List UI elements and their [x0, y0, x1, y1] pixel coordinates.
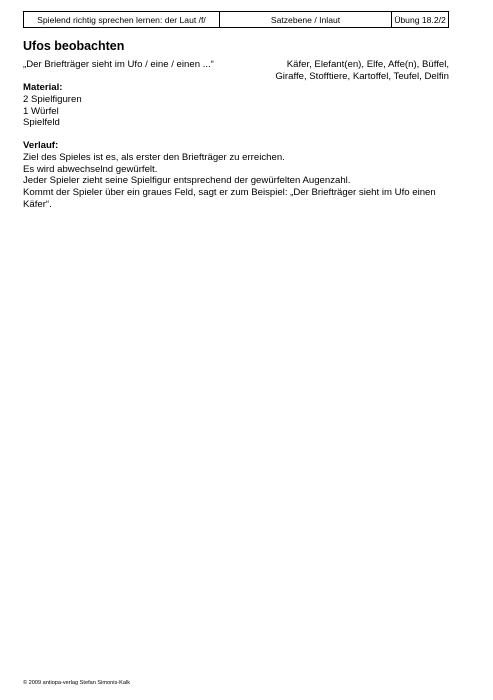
header-exercise-number: Übung 18.2/2 — [394, 14, 446, 25]
header-level: Satzebene / Inlaut — [220, 12, 392, 27]
page-title: Ufos beobachten — [23, 39, 125, 53]
verlauf-line: Kommt der Spieler über ein graues Feld, sagt er zum Beispiel: „Der Briefträger sieht im Ufo einen Käfer“. — [23, 187, 436, 210]
header-table — [23, 11, 449, 28]
target-sentence: „Der Briefträger sieht im Ufo / eine / einen ...“ — [23, 59, 214, 70]
verlauf-line: Es wird abwechselnd gewürfelt. — [23, 163, 158, 175]
material-item: 2 Spielfiguren — [23, 93, 82, 105]
material-item: Spielfeld — [23, 117, 60, 129]
material-item: 1 Würfel — [23, 105, 59, 117]
copyright-footer: © 2009 antiopa-verlag Stefan Simonis-Kalk — [23, 680, 131, 686]
word-list-line-2: Giraffe, Stofftiere, Kartoffel, Teufel, Delfin — [275, 71, 449, 82]
word-list-line-1: Käfer, Elefant(en), Elfe, Affe(n), Büffel, — [286, 59, 449, 70]
material-heading: Material: — [23, 82, 63, 93]
verlauf-line: Jeder Spieler zieht seine Spielfigur entsprechend der gewürfelten Augenzahl. — [23, 175, 351, 187]
verlauf-section — [23, 140, 453, 211]
word-list — [275, 59, 449, 83]
verlauf-heading: Verlauf: — [23, 140, 59, 151]
verlauf-line: Ziel des Spieles ist es, als erster den Briefträger zu erreichen. — [23, 151, 285, 163]
header-series-title: Spielend richtig sprechen lernen: der Laut /f/ — [24, 12, 220, 27]
material-section — [23, 82, 82, 129]
